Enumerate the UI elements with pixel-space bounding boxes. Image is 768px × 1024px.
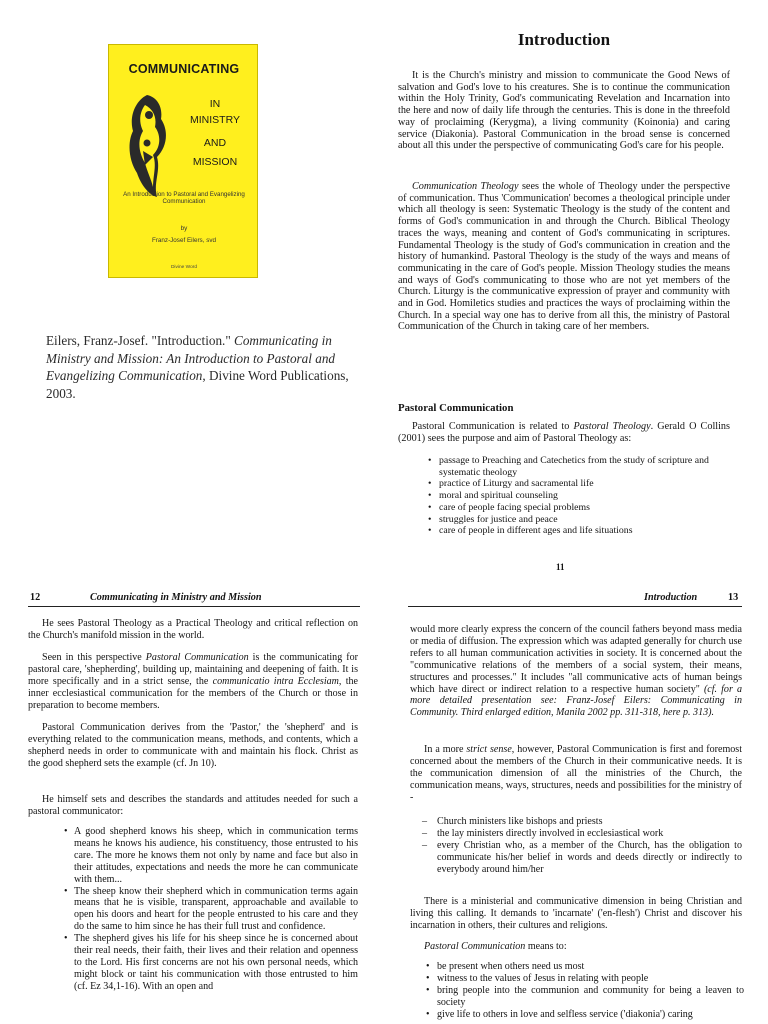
cover-subtitle: An Introduction to Pastoral and Evangelizing Communication	[123, 191, 245, 205]
list-item: – the lay ministers directly involved in ecclesiastical work	[422, 828, 742, 840]
header-rule	[28, 606, 360, 607]
list-item: • The sheep know their shepherd which in communication terms again means that he is visible, transparent, approachable and available to open his doors and heart for the people entrusted to his care and they do the same to him since he has their full trust and confidence.	[64, 886, 358, 934]
p12-p2-b: is the communicating for pastoral care, 'shepherding', building up, maintaining and deepening of faith. It is more specifically and in a strict sense, the	[28, 652, 358, 687]
p13-p4-rest: means to:	[525, 941, 567, 952]
p13-paragraph-1	[410, 624, 742, 719]
header-rule	[408, 606, 742, 607]
p12-paragraph-3: Pastoral Communication derives from the 'Pastor,' the 'shepherd' and is everything related to the communication means, methods, and contents, which a shepherd needs in order to communicate with and maintain his flock. Christ as the good shepherd sets the example (cf. Jn 10).	[28, 722, 358, 769]
ministry-dash-list	[422, 816, 742, 876]
p12-p2-a: Seen in this perspective	[42, 652, 146, 663]
page-title: Introduction	[517, 30, 611, 49]
running-title: Communicating in Ministry and Mission	[90, 592, 262, 603]
cover-word-mission: MISSION	[192, 156, 238, 168]
p13-p2-a: In a more	[424, 744, 467, 755]
pastoral-p-italic: Pastoral Theology	[573, 421, 651, 432]
citation-book-title: Communicating in Ministry and Mission: An Introduction to Pastoral and Evangelizing Communication	[46, 333, 336, 383]
list-item: • moral and spiritual counseling	[428, 490, 731, 502]
p12-paragraph-2	[28, 652, 358, 712]
p13-paragraph-2	[410, 744, 742, 804]
page-number: 11	[556, 562, 565, 572]
p13-p1-italic: (cf. for a more detailed presentation see: Franz-Josef Eilers: Communicating in Community. Third enlarged edition, Manila 2002 pp. 311-318, here p. 313).	[410, 683, 742, 719]
intro-paragraph-2	[398, 181, 730, 333]
page-number: 13	[728, 592, 739, 603]
list-item: • give life to others in love and selfless service ('diakonia') caring	[426, 1009, 744, 1021]
list-item: • practice of Liturgy and sacramental life	[428, 478, 731, 490]
list-item: • be present when others need us most	[426, 961, 744, 973]
p13-p4-italic: Pastoral Communication	[424, 941, 526, 952]
pastoral-theology-list	[428, 455, 731, 537]
cover-author: Franz-Josef Eilers, svd	[151, 237, 217, 244]
list-item: • struggles for justice and peace	[428, 514, 731, 526]
cover-word-in: IN	[209, 98, 221, 110]
cover-title: COMMUNICATING	[128, 62, 240, 76]
p13-p2-b: , however, Pastoral Communication is first and foremost concerned about the members of the Church in their communicative needs. It is the communication dimension of all the ministries of the Church, the communication means, ways, structures, needs and possibilities for the ministry of -	[410, 744, 742, 803]
list-item: • bring people into the communion and community for being a leaven to society	[426, 985, 744, 1009]
citation	[46, 332, 366, 402]
list-item: • passage to Preaching and Catechetics from the study of scripture and systematic theology	[428, 455, 731, 478]
citation-post: , Divine Word Publications, 2003.	[46, 368, 349, 401]
intro-p2-text: sees the whole of Theology under the perspective of communication. Thus 'Communication' becomes a theological principle under which all theology is seen: Systematic Theology is the study of the content and forms of God's communication in and through the Church. Biblical Theology traces the ways, meaning and content of God's communicating in scriptures. Fundamental Theology is the study of God's communication in creation and the history of humankind. Pastoral Theology is the study of the ways and means of communicating in the care of God's people. Mission Theology studies the means and ways of God's communicating to those who are not yet members of the Church. Liturgy is the communicative expression of prayer and community with and in God. Homiletics studies and practices the ways of proclaiming within the Church. In a special way one has to derive from all this, the ministry of Pastoral Communication of the Church in taking care of her members.	[398, 181, 730, 333]
page-number: 12	[30, 592, 41, 603]
p12-paragraph-1: He sees Pastoral Theology as a Practical Theology and critical reflection on the Church's manifold mission in the world.	[28, 618, 358, 641]
pastoral-p-a: Pastoral Communication is related to	[412, 421, 574, 432]
list-item: • care of people facing special problems	[428, 502, 731, 514]
cover-publisher: Divine Word	[170, 265, 198, 270]
p13-p2-italic: strict sense	[466, 744, 512, 755]
cover-word-ministry: MINISTRY	[190, 114, 240, 126]
section-heading: Pastoral Communication	[398, 402, 514, 414]
list-item: • A good shepherd knows his sheep, which in communication terms means he knows his audience, his constituency, those entrusted to his care. The more he knows them not only by name and face but also in their attitudes, expectations and needs the more he can communicate with them...	[64, 826, 358, 886]
list-item: • The shepherd gives his life for his sheep since he is concerned about their real needs, their faith, their lives and their relation and openness to the Lord. His first concerns are not his own personal needs, which might block or taint his communication with those entrusted to him (cf. Ez 34,1-16). With an open and	[64, 933, 358, 993]
p12-p2-c: , the inner ecclesiastical communication for the members of the Church or those in preparation to become members.	[28, 675, 358, 711]
list-item: – Church ministers like bishops and priests	[422, 816, 742, 828]
intro-p2-italic: Communication Theology	[412, 181, 519, 192]
book-cover	[108, 44, 258, 278]
list-item: • witness to the values of Jesus in relating with people	[426, 973, 744, 985]
intro-paragraph-1: It is the Church's ministry and mission to communicate the Good News of salvation and God's love to his creatures. She is to continue the communication within the Holy Trinity, God's communicating Revelation and Incarnation into the here and now of daily life through the centuries. This is done in the threefold way of proclaiming (Kerygma), a living community (Koinonia) and caring service (Diakonia). Pastoral Communication in the broad sense is concerned about all this under the perspective of communicating God's care for his people.	[398, 70, 730, 152]
list-item: – every Christian who, as a member of the Church, has the obligation to communicate his/her belief in words and deeds directly or indirectly to everybody around him/her	[422, 840, 742, 876]
p13-paragraph-3: There is a ministerial and communicative dimension in being Christian and living this calling. It demands to 'incarnate' ('en-flesh') Christ and discover his incarnation in others, their cultures and religions.	[410, 896, 742, 931]
pastoral-paragraph	[398, 421, 730, 444]
list-item: • care of people in different ages and life situations	[428, 525, 731, 537]
cover-word-and: AND	[203, 137, 227, 149]
p12-p2-italic-2: communicatio intra Ecclesiam	[212, 675, 339, 687]
cover-illustration	[123, 91, 175, 201]
shepherd-list	[64, 826, 358, 993]
pastoral-communication-list	[426, 961, 744, 1021]
p12-p2-italic-1: Pastoral Communication	[145, 652, 249, 663]
p13-paragraph-4	[424, 941, 742, 953]
running-title: Introduction	[644, 592, 698, 603]
p12-paragraph-4: He himself sets and describes the standards and attitudes needed for such a pastoral communicator:	[28, 794, 358, 817]
citation-pre: Eilers, Franz-Josef. "Introduction."	[46, 333, 235, 348]
p13-p1-a: would more clearly express the concern of the council fathers beyond mass media or media of diffusion. The expression which was adapted generally for church use refers to all human communication activities in society. It is concerned about the "communicative relations of the members of a social system, their means, structures and processes." It includes "all communicative acts of human beings which have direct or indirect relation to a respective human society"	[410, 624, 742, 695]
pastoral-p-b: . Gerald O Collins (2001) sees the purpose and aim of Pastoral Theology as:	[398, 421, 730, 444]
cover-by: by	[180, 225, 188, 232]
